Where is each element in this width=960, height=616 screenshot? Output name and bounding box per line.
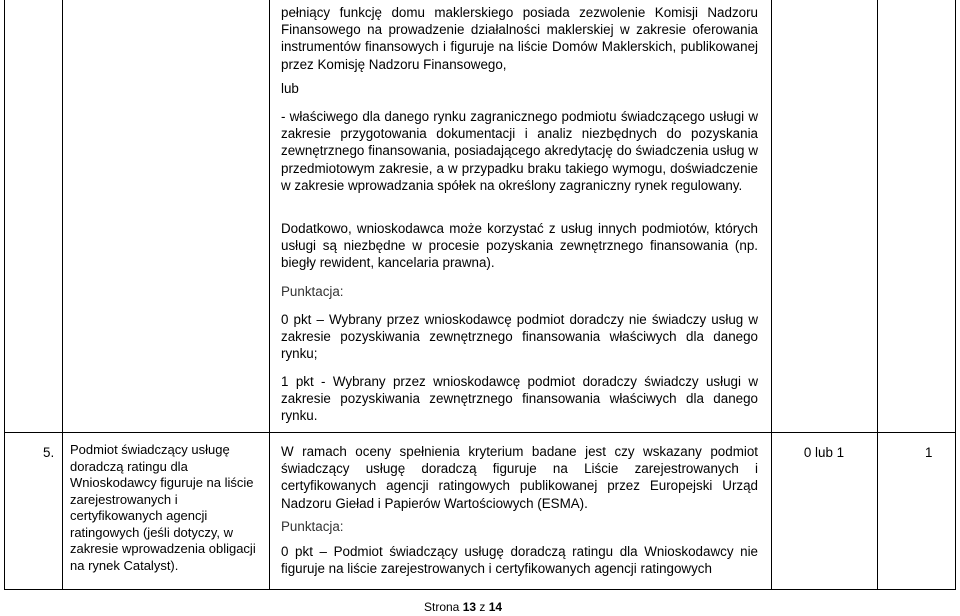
criterion-scoring-label: Punktacja:	[281, 519, 344, 534]
grid-line-left	[4, 0, 5, 590]
score-1-description: 1 pkt - Wybrany przez wnioskodawcę podmiot doradczy świadczy usługi w zakresie pozyskiwania zewnętrznego finansowania właściwych dla danego rynku.	[281, 374, 758, 424]
scoring-label: Punktacja:	[281, 284, 344, 299]
grid-line-col4	[771, 0, 772, 590]
page-footer-prefix: Strona	[424, 600, 460, 614]
row-separator	[4, 432, 956, 433]
grid-line-right	[955, 0, 956, 590]
criterion-score-0: 0 pkt – Podmiot świadczący usługę doradczą ratingu dla Wnioskodawcy nie figuruje na liście zarejestrowanych i certyfikowanych agencji ratingowych	[281, 544, 758, 577]
grid-line-col2	[62, 0, 63, 590]
total-page-number: 14	[488, 600, 503, 614]
description-paragraph-1: pełniący funkcję domu maklerskiego posiada zezwolenie Komisji Nadzoru Finansowego na prowadzenie działalności maklerskiej w zakresie oferowania instrumentów finansowych i figuruje na liście Domów Maklerskich, publikowanej przez Komisję Nadzoru Finansowego,	[281, 5, 758, 72]
page-footer	[424, 600, 524, 614]
criterion-name: Podmiot świadczący usługę doradczą ratingu dla Wnioskodawcy figuruje na liście zarejestrowanych i certyfikowanych agencji ratingowych (jeśli dotyczy, w zakresie wprowadzenia obligacji na rynek Catalyst).	[70, 442, 256, 573]
description-paragraph-2: - właściwego dla danego rynku zagranicznego podmiotu świadczącego usługi w zakresie przygotowania dokumentacji i analiz niezbędnych do pozyskania zewnętrznego finansowania, posiadającego akredytację do świadczenia usług w przedmiotowym zakresie, a w przypadku braku takiego wymogu, doświadczenie w zakresie wprowadzania spółek na określony zagraniczny rynek regulowany.	[281, 109, 758, 193]
score-0-description: 0 pkt – Wybrany przez wnioskodawcę podmiot doradczy nie świadczy usług w zakresie pozyskiwania zewnętrznego finansowania właściwych dla danego rynku;	[281, 312, 758, 362]
weight-value: 1	[925, 445, 933, 460]
table-bottom-line	[4, 589, 956, 590]
description-paragraph-3: Dodatkowo, wnioskodawca może korzystać z usług innych podmiotów, których usługi są niezbędne w procesie pozyskania zewnętrznego finansowania (np. biegły rewident, kancelaria prawna).	[281, 221, 758, 271]
grid-line-col3	[269, 0, 270, 590]
criterion-description: W ramach oceny spełnienia kryterium badane jest czy wskazany podmiot świadczący usługę doradczą figuruje na Liście zarejestrowanych i certyfikowanych agencji ratingowych publikowanej przez Europejski Urząd Nadzoru Gieład i Papierów Wartościowych (ESMA).	[281, 444, 758, 511]
points-range: 0 lub 1	[803, 445, 845, 460]
current-page-number: 13	[462, 600, 477, 614]
criterion-number: 5.	[43, 445, 55, 460]
page-footer-separator: z	[479, 600, 486, 614]
grid-line-col5	[877, 0, 878, 590]
or-text: lub	[281, 81, 299, 96]
